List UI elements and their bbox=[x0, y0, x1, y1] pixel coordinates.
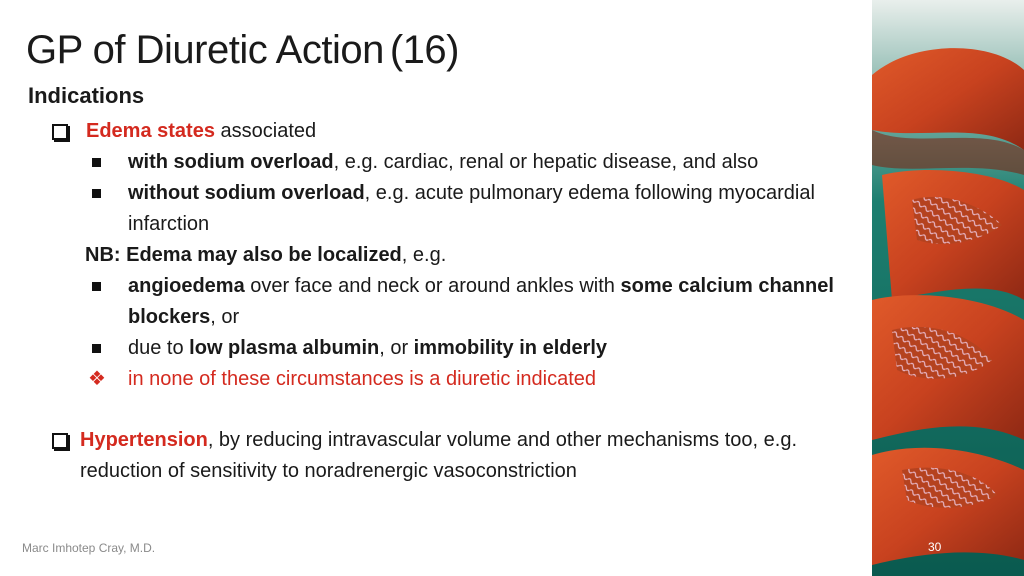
hypertension-label: Hypertension bbox=[80, 429, 208, 451]
immobility-bold: immobility in elderly bbox=[413, 337, 608, 359]
angioedema-mid: over face and neck or around ankles with bbox=[244, 275, 621, 297]
footer-author: Marc Imhotep Cray, M.D. bbox=[22, 541, 156, 555]
title-text: GP of Diuretic Action bbox=[26, 28, 384, 72]
list-item-angioedema bbox=[90, 271, 840, 333]
square-bullet-icon bbox=[92, 158, 101, 167]
slide-body bbox=[50, 116, 840, 487]
sodium-overload-text: , e.g. cardiac, renal or hepatic disease, and also bbox=[333, 151, 759, 173]
edema-label: Edema states bbox=[86, 120, 215, 142]
list-item-low-albumin bbox=[90, 333, 840, 364]
decorative-image-panel bbox=[872, 0, 1024, 576]
angioedema-rest: , or bbox=[210, 306, 240, 328]
page-number: 30 bbox=[928, 540, 942, 554]
checkbox-bullet-icon bbox=[52, 124, 68, 140]
section-heading: Indications bbox=[28, 83, 145, 108]
square-bullet-icon bbox=[92, 189, 101, 198]
albumin-pre: due to bbox=[128, 337, 190, 359]
hypertension-text: , by reducing intravascular volume and other mechanisms too, e.g. reduction of sensitivity to noradrenergic vasoconstriction bbox=[80, 429, 798, 482]
red-blood-cells-image bbox=[872, 0, 1024, 576]
calcium-blockers-bold: some calcium channel blockers bbox=[128, 275, 834, 328]
list-item-note bbox=[90, 364, 840, 395]
nb-localized-edema bbox=[50, 240, 840, 271]
square-bullet-icon bbox=[92, 344, 101, 353]
list-item-sodium-overload bbox=[90, 147, 840, 178]
square-bullet-icon bbox=[92, 282, 101, 291]
edema-label-rest: associated bbox=[214, 120, 317, 142]
list-item-without-sodium-overload bbox=[90, 178, 840, 240]
checkbox-bullet-icon bbox=[52, 433, 68, 449]
angioedema-bold: angioedema bbox=[128, 275, 245, 297]
sodium-overload-bold: with sodium overload bbox=[128, 151, 334, 173]
without-sodium-text: , e.g. acute pulmonary edema following myocardial infarction bbox=[128, 182, 815, 235]
title-number: (16) bbox=[389, 28, 459, 72]
list-item-hypertension bbox=[50, 425, 840, 487]
diuretic-note: in none of these circumstances is a diuretic indicated bbox=[128, 368, 597, 390]
albumin-mid: , or bbox=[379, 337, 414, 359]
low-albumin-bold: low plasma albumin bbox=[189, 337, 380, 359]
list-item-edema bbox=[50, 116, 840, 147]
nb-rest: , e.g. bbox=[401, 244, 447, 266]
slide-title bbox=[26, 26, 459, 74]
diamond-bullet-icon: ❖ bbox=[88, 368, 106, 390]
without-sodium-bold: without sodium overload bbox=[128, 182, 365, 204]
nb-bold: NB: Edema may also be localized bbox=[85, 244, 402, 266]
